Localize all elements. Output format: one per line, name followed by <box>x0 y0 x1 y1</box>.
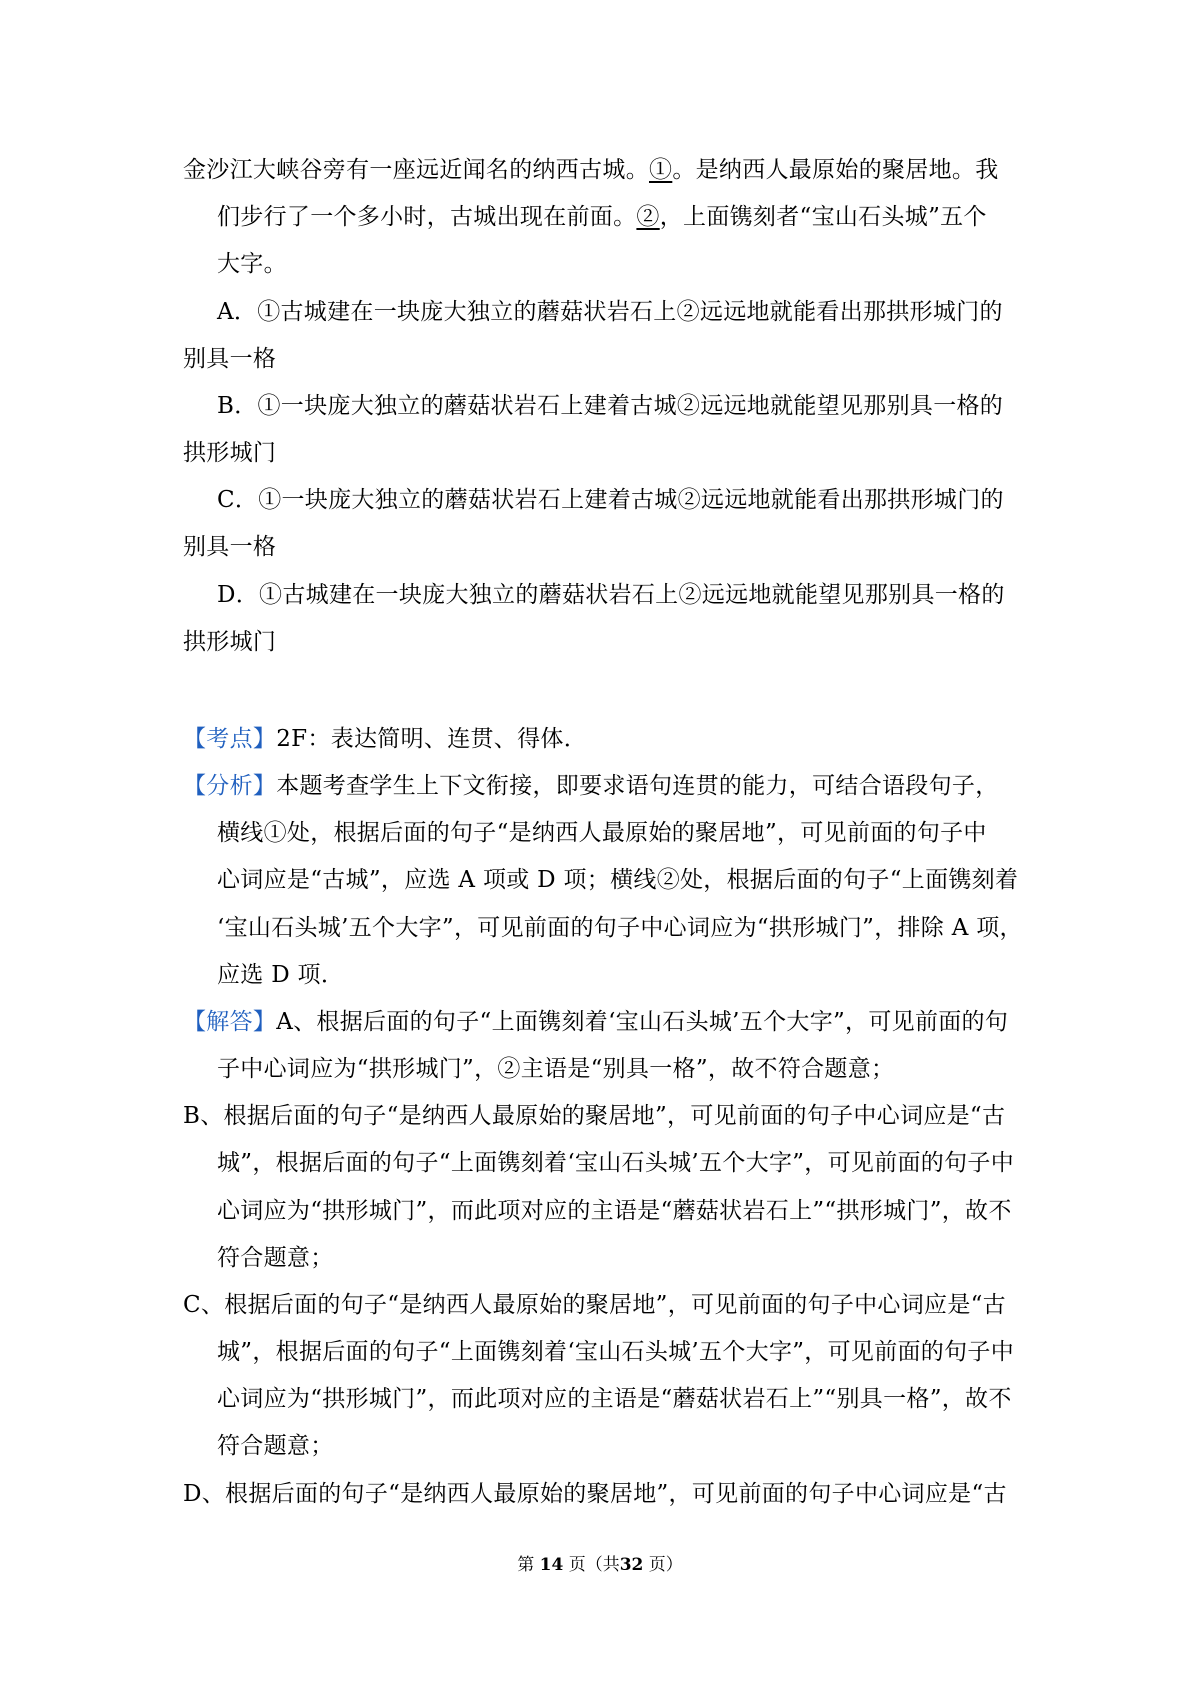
option-c-line-1: C．①一块庞大独立的蘑菇状岩石上建着古城②远远地就能看出那拱形城门的 <box>217 487 1004 513</box>
jieda-d-line-1: D、根据后面的句子“是纳西人最原始的聚居地”，可见前面的句子中心词应是“古 <box>183 1481 1007 1507</box>
option-c-line-2: 别具一格 <box>183 534 277 560</box>
question-text: ，上面镌刻者“宝山石头城”五个 <box>659 204 987 230</box>
option-a-line-2: 别具一格 <box>183 346 277 372</box>
fenxi-line-3: 心词应是“古城”，应选 A 项或 D 项；横线②处，根据后面的句子“上面镌刻着 <box>217 867 1019 893</box>
question-text: 。是纳西人最原始的聚居地。我 <box>672 157 999 183</box>
jieda-line-1 <box>183 1007 1008 1037</box>
fenxi-line-4: ‘宝山石头城’五个大字”，可见前面的句子中心词应为“拱形城门”，排除 A 项， <box>217 915 1023 941</box>
question-text: 金沙江大峡谷旁有一座远近闻名的纳西古城。 <box>183 157 649 183</box>
kaodian-section <box>183 724 587 754</box>
fenxi-tag: 【分析】 <box>183 773 277 799</box>
footer-middle: 页（共 <box>568 1555 620 1575</box>
jieda-c-line-3: 心词应为“拱形城门”，而此项对应的主语是“蘑菇状岩石上”“别具一格”，故不 <box>217 1386 1012 1412</box>
option-a-line-1: A．①古城建在一块庞大独立的蘑菇状岩石上②远远地就能看出那拱形城门的 <box>217 299 1003 325</box>
fenxi-line-5: 应选 D 项． <box>217 962 345 988</box>
fenxi-line-1 <box>183 771 999 801</box>
jieda-b-line-3: 心词应为“拱形城门”，而此项对应的主语是“蘑菇状岩石上”“拱形城门”，故不 <box>217 1198 1012 1224</box>
blank-1: ① <box>649 157 673 183</box>
question-line-3: 大字。 <box>217 251 287 277</box>
footer-prefix: 第 <box>517 1555 535 1575</box>
jieda-a-line-2: 子中心词应为“拱形城门”，②主语是“别具一格”，故不符合题意； <box>217 1056 895 1082</box>
jieda-b-line-2: 城”，根据后面的句子“上面镌刻着‘宝山石头城’五个大字”，可见前面的句子中 <box>217 1150 1014 1176</box>
option-b-line-2: 拱形城门 <box>183 440 277 466</box>
jieda-c-line-1: C、根据后面的句子“是纳西人最原始的聚居地”，可见前面的句子中心词应是“古 <box>183 1292 1006 1318</box>
question-text: 们步行了一个多小时，古城出现在前面。 <box>217 204 637 230</box>
jieda-b-line-4: 符合题意； <box>217 1245 334 1271</box>
jieda-c-line-4: 符合题意； <box>217 1433 334 1459</box>
jieda-b-line-1: B、根据后面的句子“是纳西人最原始的聚居地”，可见前面的句子中心词应是“古 <box>183 1103 1006 1129</box>
page-number: 14 <box>539 1555 564 1575</box>
total-pages: 32 <box>619 1555 644 1575</box>
jieda-tag: 【解答】 <box>183 1009 277 1035</box>
kaodian-text: 2F：表达简明、连贯、得体． <box>276 726 587 752</box>
fenxi-text: 本题考查学生上下文衔接，即要求语句连贯的能力，可结合语段句子， <box>276 773 999 799</box>
kaodian-tag: 【考点】 <box>183 726 277 752</box>
option-d-line-2: 拱形城门 <box>183 629 277 655</box>
fenxi-line-2: 横线①处，根据后面的句子“是纳西人最原始的聚居地”，可见前面的句子中 <box>217 820 987 846</box>
jieda-c-line-2: 城”，根据后面的句子“上面镌刻着‘宝山石头城’五个大字”，可见前面的句子中 <box>217 1339 1014 1365</box>
question-line-2 <box>217 202 987 232</box>
footer-suffix: 页） <box>648 1555 683 1575</box>
jieda-text: A、根据后面的句子“上面镌刻着‘宝山石头城’五个大字”，可见前面的句 <box>276 1009 1009 1035</box>
option-b-line-1: B．①一块庞大独立的蘑菇状岩石上建着古城②远远地就能望见那别具一格的 <box>217 393 1004 419</box>
page-footer <box>0 1553 1200 1577</box>
option-d-line-1: D．①古城建在一块庞大独立的蘑菇状岩石上②远远地就能望见那别具一格的 <box>217 582 1005 608</box>
blank-2: ② <box>636 204 660 230</box>
question-line-1 <box>183 155 999 185</box>
